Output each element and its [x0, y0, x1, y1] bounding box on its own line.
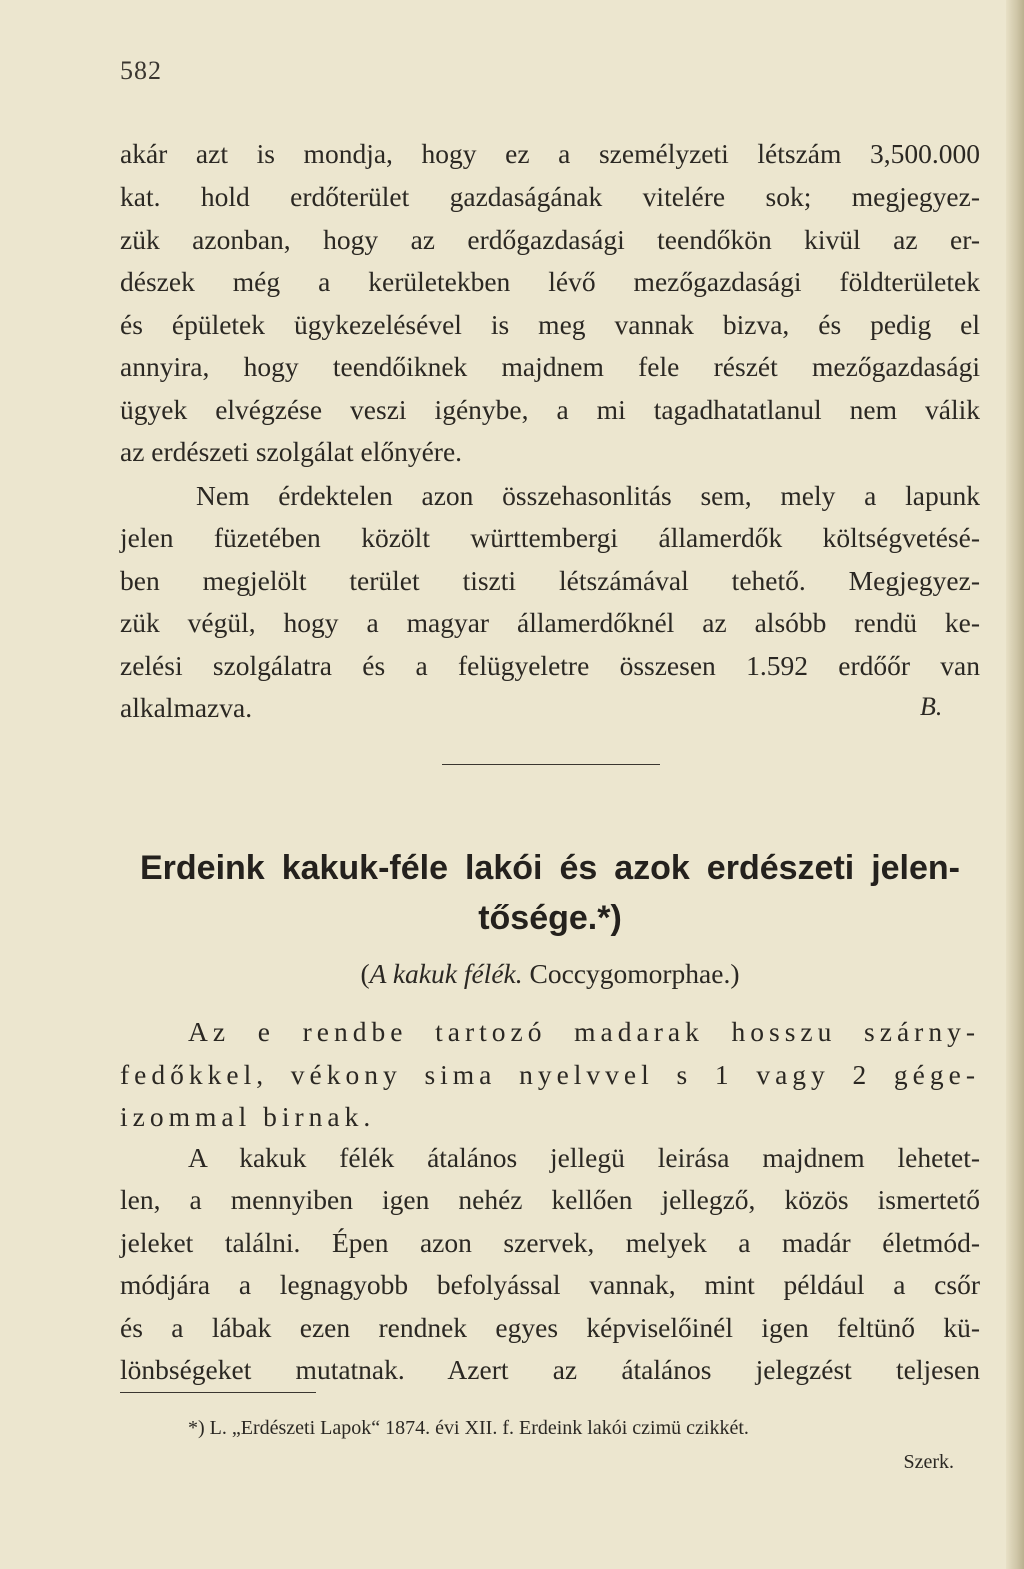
- section-separator: [442, 764, 660, 765]
- paragraph-line: zük azonban, hogy az erdőgazdasági teendőkön kivül az er-: [120, 224, 980, 255]
- footnote-rule: [120, 1392, 316, 1393]
- article-subtitle: [120, 954, 980, 994]
- footnote-signature: Szerk.: [903, 1451, 954, 1473]
- paragraph-line: az erdészeti szolgálat előnyére.: [120, 436, 463, 467]
- paragraph-line: és épületek ügykezelésével is meg vannak bizva, és pedig el: [120, 309, 980, 340]
- paragraph-line: izommal birnak.: [120, 1101, 376, 1132]
- paragraph-line: zük végül, hogy a magyar államerdőknél az alsóbb rendü ke-: [120, 607, 980, 638]
- paragraph-line: ügyek elvégzése veszi igénybe, a mi tagadhatatlanul nem válik: [120, 394, 980, 425]
- subtitle-italic: A kakuk félék.: [369, 958, 523, 989]
- article-title-line-2: tősége.*): [478, 899, 622, 937]
- article-title-line-1: Erdeink kakuk-féle lakói és azok erdészeti jelen-: [140, 849, 960, 887]
- paragraph-line: jelen füzetében közölt württembergi államerdők költségvetésé-: [120, 522, 980, 553]
- paragraph-line: jeleket találni. Épen azon szervek, melyek a madár életmód-: [120, 1227, 980, 1258]
- subtitle-rest: Coccygomorphae.): [522, 958, 740, 989]
- author-signature: B.: [920, 692, 943, 721]
- page-spine-edge: [1006, 0, 1024, 1569]
- paragraph-line: akár azt is mondja, hogy ez a személyzeti létszám 3,500.000: [120, 138, 980, 169]
- paragraph-line: Az e rendbe tartozó madarak hosszu szárny-: [188, 1016, 980, 1047]
- paragraph-line: fedőkkel, vékony sima nyelvvel s 1 vagy 2 gége-: [120, 1059, 980, 1090]
- paragraph-line: alkalmazva.: [120, 692, 253, 723]
- paragraph-line: len, a mennyiben igen nehéz kellően jellegző, közös ismertető: [120, 1184, 980, 1215]
- paragraph-line: annyira, hogy teendőiknek majdnem fele részét mezőgazdasági: [120, 351, 980, 382]
- paragraph-line: zelési szolgálatra és a felügyeletre összesen 1.592 erdőőr van: [120, 650, 980, 681]
- paragraph-line: és a lábak ezen rendnek egyes képviselőinél igen feltünő kü-: [120, 1312, 980, 1343]
- paragraph-line: kat. hold erdőterület gazdaságának vitelére sok; megjegyez-: [120, 181, 980, 212]
- paragraph-line: dészek még a kerületekben lévő mezőgazdasági földterületek: [120, 266, 980, 297]
- paragraph-line: lönbségeket mutatnak. Azert az átalános jelegzést teljesen: [120, 1354, 980, 1385]
- paragraph-line: Nem érdektelen azon összehasonlitás sem, mely a lapunk: [196, 480, 980, 511]
- page-number: 582: [120, 56, 162, 85]
- paragraph-line: ben megjelölt terület tiszti létszámával tehető. Megjegyez-: [120, 565, 980, 596]
- paragraph-line: módjára a legnagyobb befolyással vannak, mint például a csőr: [120, 1269, 980, 1300]
- subtitle-open-paren: (: [360, 958, 370, 989]
- paragraph-line: A kakuk félék átalános jellegü leirása majdnem lehetet-: [188, 1142, 980, 1173]
- footnote-text: *) L. „Erdészeti Lapok“ 1874. évi XII. f. Erdeink lakói czimü czikkét.: [188, 1417, 749, 1439]
